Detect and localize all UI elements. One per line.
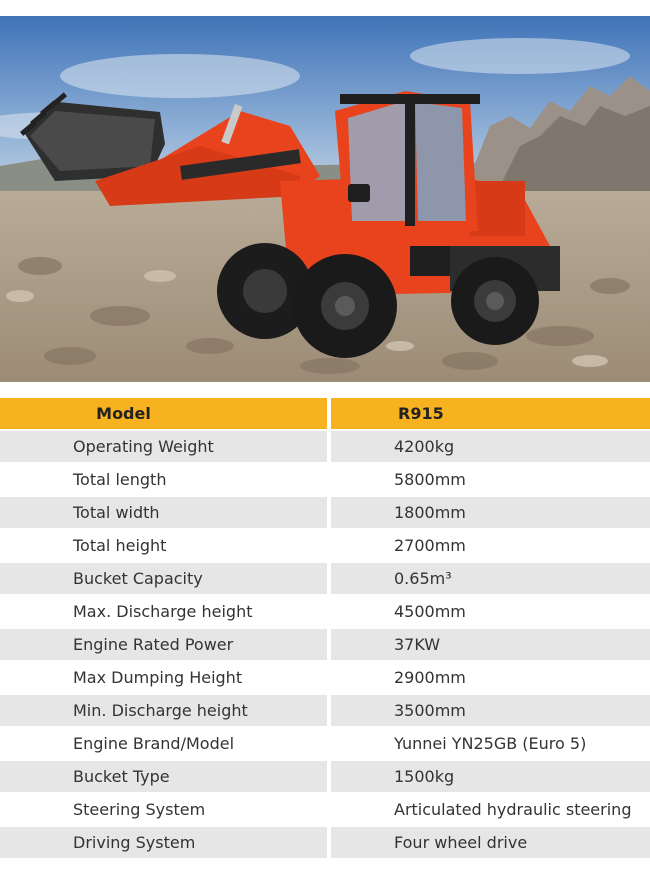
spec-label: Max. Discharge height — [0, 596, 327, 627]
table-row — [0, 728, 650, 761]
spec-table — [0, 398, 650, 860]
table-row — [0, 827, 650, 860]
spec-value: Four wheel drive — [331, 827, 650, 858]
spec-value: Yunnei YN25GB (Euro 5) — [331, 728, 650, 759]
spec-value: 1800mm — [331, 497, 650, 528]
spec-value: 3500mm — [331, 695, 650, 726]
table-row — [0, 794, 650, 827]
table-row — [0, 695, 650, 728]
spec-label: Total width — [0, 497, 327, 528]
wheel-loader-photo — [0, 16, 650, 382]
spec-value: 0.65m³ — [331, 563, 650, 594]
spec-label: Bucket Type — [0, 761, 327, 792]
table-row — [0, 464, 650, 497]
spec-label: Operating Weight — [0, 431, 327, 462]
header-value-cell: R915 — [331, 398, 650, 429]
table-row — [0, 662, 650, 695]
table-row — [0, 530, 650, 563]
spec-value: 1500kg — [331, 761, 650, 792]
spec-label: Engine Rated Power — [0, 629, 327, 660]
spec-value: 2900mm — [331, 662, 650, 693]
table-header-row — [0, 398, 650, 431]
spec-label: Engine Brand/Model — [0, 728, 327, 759]
table-row — [0, 563, 650, 596]
table-row — [0, 761, 650, 794]
table-row — [0, 497, 650, 530]
spec-label: Total length — [0, 464, 327, 495]
spec-label: Max Dumping Height — [0, 662, 327, 693]
spec-label: Bucket Capacity — [0, 563, 327, 594]
spec-value: 2700mm — [331, 530, 650, 561]
spec-value: 4500mm — [331, 596, 650, 627]
spec-value: 37KW — [331, 629, 650, 660]
spec-value: Articulated hydraulic steering — [331, 794, 650, 825]
spec-value: 4200kg — [331, 431, 650, 462]
spec-label: Steering System — [0, 794, 327, 825]
spec-value: 5800mm — [331, 464, 650, 495]
table-row — [0, 596, 650, 629]
table-row — [0, 629, 650, 662]
spec-label: Total height — [0, 530, 327, 561]
header-label-cell: Model — [0, 398, 327, 429]
spec-label: Driving System — [0, 827, 327, 858]
table-row — [0, 431, 650, 464]
spec-label: Min. Discharge height — [0, 695, 327, 726]
